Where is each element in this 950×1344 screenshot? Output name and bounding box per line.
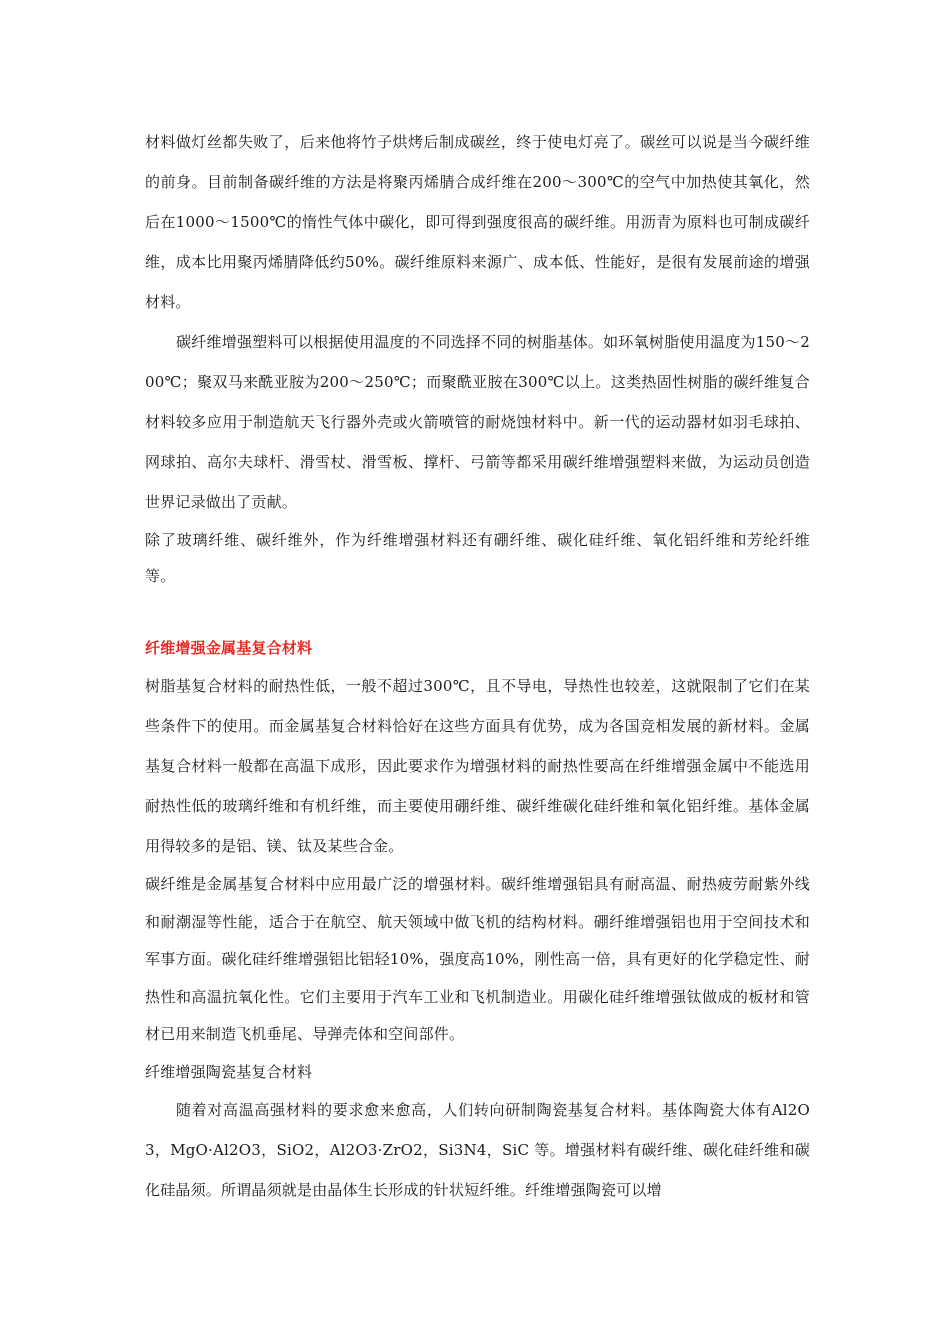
paragraph-other-fibers: 除了玻璃纤维、碳纤维外，作为纤维增强材料还有硼纤维、碳化硅纤维、氧化铝纤维和芳纶纤维等。	[145, 531, 810, 585]
paragraph-carbon-filament: 材料做灯丝都失败了，后来他将竹子烘烤后制成碳丝，终于使电灯亮了。碳丝可以说是当今碳纤维的前身。目前制备碳纤维的方法是将聚丙烯腈合成纤维在200～300℃的空气中加热使其氧化，然后在1000～1500℃的惰性气体中碳化，即可得到强度很高的碳纤维。用沥青为原料也可制成碳纤维，成本比用聚丙烯腈降低约50%。碳纤维原料来源广、成本低、性能好，是很有发展前途的增强材料。	[145, 133, 810, 311]
section-heading-metal-matrix: 纤维增强金属基复合材料	[145, 639, 313, 657]
document-body	[145, 122, 810, 1210]
paragraph-metal-matrix-intro: 树脂基复合材料的耐热性低，一般不超过300℃，且不导电，导热性也较差，这就限制了它们在某些条件下的使用。而金属基复合材料恰好在这些方面具有优势，成为各国竞相发展的新材料。金属基复合材料一般都在高温下成形，因此要求作为增强材料的耐热性要高在纤维增强金属中不能选用耐热性低的玻璃纤维和有机纤维，而主要使用硼纤维、碳纤维碳化硅纤维和氧化铝纤维。基体金属用得较多的是铝、镁、钛及某些合金。	[145, 677, 810, 855]
paragraph-carbon-fiber-plastics: 碳纤维增强塑料可以根据使用温度的不同选择不同的树脂基体。如环氧树脂使用温度为150～200℃；聚双马来酰亚胺为200～250℃；而聚酰亚胺在300℃以上。这类热固性树脂的碳纤维复合材料较多应用于制造航天飞行器外壳或火箭喷管的耐烧蚀材料中。新一代的运动器材如羽毛球拍、网球拍、高尔夫球杆、滑雪杖、滑雪板、撑杆、弓箭等都采用碳纤维增强塑料来做，为运动员创造世界记录做出了贡献。	[145, 333, 810, 511]
section-heading-ceramic-matrix: 纤维增强陶瓷基复合材料	[145, 1062, 313, 1081]
paragraph-carbon-fiber-aluminum: 碳纤维是金属基复合材料中应用最广泛的增强材料。碳纤维增强铝具有耐高温、耐热疲劳耐紫外线和耐潮湿等性能，适合于在航空、航天领域中做飞机的结构材料。硼纤维增强铝也用于空间技术和军事方面。碳化硅纤维增强铝比铝轻10%，强度高10%，刚性高一倍，具有更好的化学稳定性、耐热性和高温抗氧化性。它们主要用于汽车工业和飞机制造业。用碳化硅纤维增强钛做成的板材和管材已用来制造飞机垂尾、导弹壳体和空间部件。	[145, 875, 810, 1043]
paragraph-ceramic-matrix: 随着对高温高强材料的要求愈来愈高，人们转向研制陶瓷基复合材料。基体陶瓷大体有Al2O3，MgO·Al2O3，SiO2，Al2O3·ZrO2，Si3N4，SiC 等。增强材料有碳纤维、碳化硅纤维和碳化硅晶须。所谓晶须就是由晶体生长形成的针状短纤维。纤维增强陶瓷可以增	[145, 1100, 810, 1199]
